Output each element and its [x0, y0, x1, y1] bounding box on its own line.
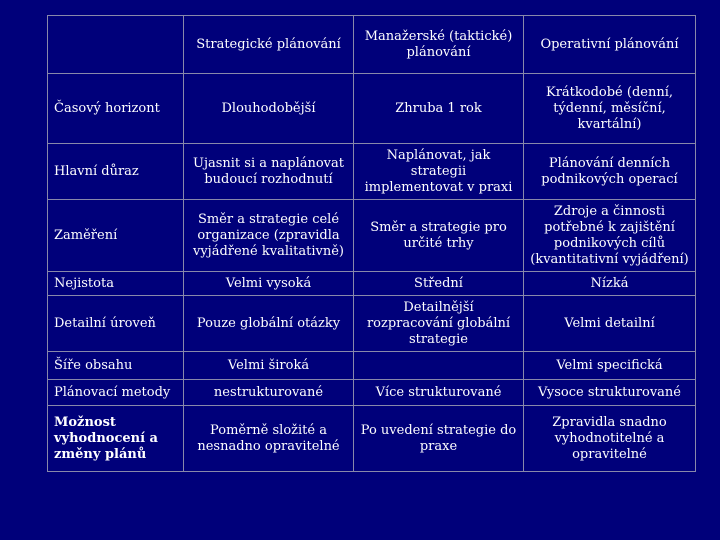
table-cell: Krátkodobé (denní, týdenní, měsíční, kvartální) — [523, 73, 696, 144]
table-cell: Poměrně složité a nesnadno opravitelné — [183, 405, 354, 472]
table-cell: Naplánovat, jak strategii implementovat v praxi — [353, 143, 524, 200]
table-cell: Velmi specifická — [523, 351, 696, 380]
header-empty — [47, 15, 184, 74]
header-operative: Operativní plánování — [523, 15, 696, 74]
table-cell: Velmi detailní — [523, 295, 696, 352]
table-cell: Velmi vysoká — [183, 271, 354, 296]
row-label-detail-level: Detailní úroveň — [47, 295, 184, 352]
planning-comparison-table — [48, 16, 696, 492]
row-label-evaluation-possibility: Možnost vyhodnocení a změny plánů — [47, 405, 184, 472]
row-label-main-emphasis: Hlavní důraz — [47, 143, 184, 200]
table-cell: Směr a strategie celé organizace (zpravidla vyjádřené kvalitativně) — [183, 199, 354, 272]
table-cell: Plánování denních podnikových operací — [523, 143, 696, 200]
row-label-uncertainty: Nejistota — [47, 271, 184, 296]
table-cell: Detailnější rozpracování globální strategie — [353, 295, 524, 352]
table-cell: Více strukturované — [353, 379, 524, 406]
table-cell: Zhruba 1 rok — [353, 73, 524, 144]
table-cell: Po uvedení strategie do praxe — [353, 405, 524, 472]
row-label-time-horizon: Časový horizont — [47, 73, 184, 144]
table-cell: Nízká — [523, 271, 696, 296]
table-cell: Velmi široká — [183, 351, 354, 380]
table-cell: Vysoce strukturované — [523, 379, 696, 406]
header-strategic: Strategické plánování — [183, 15, 354, 74]
table-cell: nestrukturované — [183, 379, 354, 406]
row-label-planning-methods: Plánovací metody — [47, 379, 184, 406]
row-label-focus: Zaměření — [47, 199, 184, 272]
table-cell: Směr a strategie pro určité trhy — [353, 199, 524, 272]
row-label-content-breadth: Šíře obsahu — [47, 351, 184, 380]
table-cell: Zpravidla snadno vyhodnotitelné a opravitelné — [523, 405, 696, 472]
table-cell: Dlouhodobější — [183, 73, 354, 144]
header-tactical: Manažerské (taktické) plánování — [353, 15, 524, 74]
table-cell: Střední — [353, 271, 524, 296]
table-cell: Pouze globální otázky — [183, 295, 354, 352]
table-cell: Zdroje a činnosti potřebné k zajištění podnikových cílů (kvantitativní vyjádření) — [523, 199, 696, 272]
table-cell — [353, 351, 524, 380]
table-cell: Ujasnit si a naplánovat budoucí rozhodnutí — [183, 143, 354, 200]
